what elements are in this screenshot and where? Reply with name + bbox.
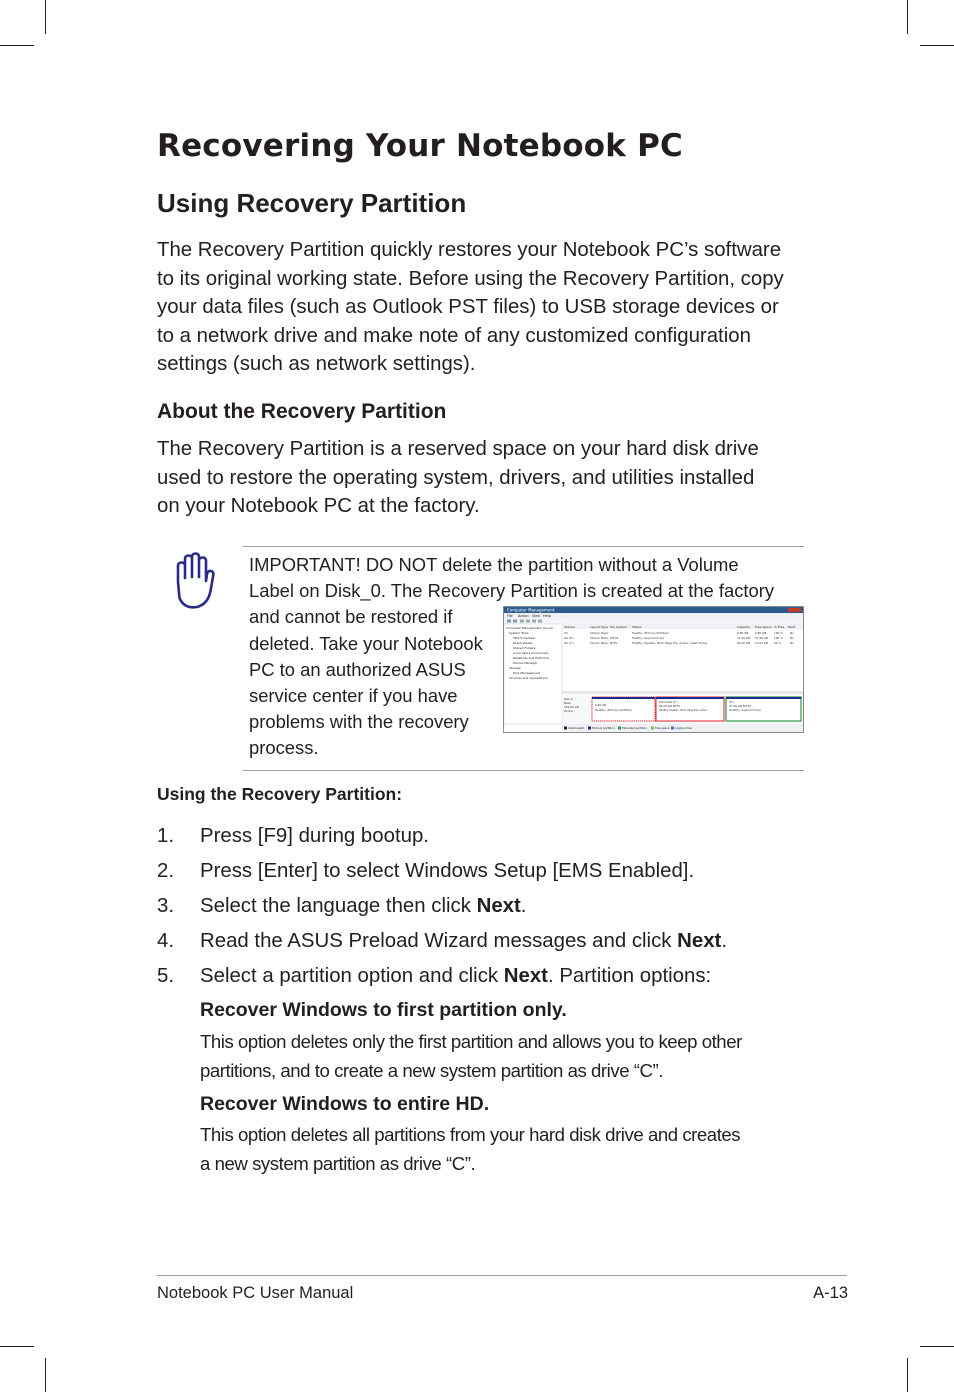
cell: Basic: [601, 641, 609, 645]
text-line: on your Notebook PC at the factory.: [157, 495, 480, 518]
tree-item[interactable]: Local Users and Groups: [513, 651, 549, 655]
text-line: This option deletes only the first partition and allows you to keep other: [200, 1031, 742, 1052]
tree-item[interactable]: Reliability and Performa: [513, 656, 549, 660]
window-title: Computer Management: [507, 607, 555, 613]
option-description: [200, 1027, 742, 1085]
cell: 13.03 GB: [755, 641, 768, 645]
step-text: Select a partition option and click Next. Partition options:: [200, 965, 712, 987]
cell: Simple: [590, 636, 600, 640]
text-line: This option deletes all partitions from your hard disk drive and creates: [200, 1124, 741, 1145]
text-line: a new system partition as drive “C”.: [200, 1153, 476, 1174]
text-line: IMPORTANT! DO NOT delete the partition without a Volume: [249, 554, 739, 575]
menu-file[interactable]: File: [507, 614, 513, 618]
legend-item: Free space: [655, 726, 670, 730]
steps-title: Using the Recovery Partition:: [157, 784, 403, 804]
cell: 90 %: [774, 641, 782, 645]
cell: DA (D:): [564, 636, 575, 640]
partition-text: Healthy (System, Boot, Page File, Active,: [659, 709, 708, 712]
cell: Healthy (System, Boot, Page File, Active, Crash Dump,: [632, 641, 709, 645]
column-header: Layout: [590, 625, 601, 629]
page-title: Recovering Your Notebook PC: [157, 128, 683, 164]
text-line: partitions, and to create a new system partition as drive “C”.: [200, 1060, 663, 1081]
step-number: 4.: [157, 930, 175, 952]
partition-text: 84.00 GB NTFS: [659, 704, 681, 708]
text-line: process.: [249, 737, 319, 759]
text-line: settings (such as network settings).: [157, 353, 476, 376]
cell: Simple: [590, 631, 600, 635]
tree-item[interactable]: Event Viewer: [513, 641, 533, 645]
text-line: to a network drive and make note of any customized configuration: [157, 324, 751, 347]
footer-manual-title: Notebook PC User Manual: [157, 1284, 354, 1302]
page-number: A-13: [813, 1284, 848, 1302]
column-header: Capacity: [737, 625, 751, 629]
cell: No: [790, 636, 794, 640]
text-line: problems with the recovery: [249, 711, 469, 733]
cell: 100 %: [774, 636, 783, 640]
cell: No: [790, 631, 794, 635]
option-title: Recover Windows to first partition only.: [200, 999, 567, 1021]
hand-stop-icon: [170, 552, 216, 610]
column-header: Fault: [788, 625, 796, 629]
tree-item[interactable]: Shared Folders: [513, 646, 536, 650]
legend-item: Logical drive: [675, 726, 693, 730]
partition-text: Healthy (Primary Partition): [595, 708, 633, 712]
crop-mark: [907, 0, 908, 34]
disk-label: Disk 0: [564, 697, 573, 701]
notice-bottom-rule: [243, 770, 804, 771]
menu-view[interactable]: View: [532, 614, 541, 618]
partition-text: 37.00 GB FAT32: [729, 704, 752, 708]
text-line: The Recovery Partition quickly restores your Notebook PC’s software: [157, 239, 782, 261]
about-paragraph: [157, 435, 807, 521]
crop-mark: [45, 0, 46, 34]
tree-item[interactable]: Storage: [509, 666, 521, 670]
cell: 6.80 GB: [737, 631, 749, 635]
step-text: Press [Enter] to select Windows Setup [EMS Enabled].: [200, 860, 695, 882]
step-text: Press [F9] during bootup.: [200, 825, 429, 847]
tree-item[interactable]: Device Manager: [513, 661, 538, 665]
crop-mark: [907, 1358, 908, 1392]
cell: NTFS: [610, 641, 618, 645]
crop-mark: [45, 1358, 46, 1392]
text-line: The Recovery Partition is a reserved space on your hard disk drive: [157, 438, 759, 460]
disk-label: Online: [564, 709, 574, 713]
column-header: Volume: [564, 625, 576, 629]
step-number: 2.: [157, 860, 175, 882]
partition-text: 6.80 GB: [595, 703, 607, 707]
step-text: Read the ASUS Preload Wizard messages and click Next.: [200, 930, 728, 952]
step-number: 3.: [157, 895, 175, 917]
cell: 100 %: [774, 631, 783, 635]
crop-mark: [920, 45, 954, 46]
option-description: [200, 1120, 740, 1178]
column-header: Type: [601, 625, 608, 629]
cell: OS (C:): [564, 641, 574, 645]
cell: 6.80 GB: [755, 631, 767, 635]
intro-paragraph: [157, 236, 807, 379]
step-number: 1.: [157, 825, 175, 847]
cell: 84.00 GB: [737, 641, 750, 645]
legend-item: Extended partition: [622, 726, 648, 730]
text-line: PC to an authorized ASUS: [249, 658, 466, 680]
partition-text: (D:): [729, 700, 735, 704]
tree-item[interactable]: Computer Management (Local): [506, 626, 553, 630]
partition-text: Healthy (Logical Drive): [729, 708, 762, 712]
menu-help[interactable]: Help: [543, 614, 551, 618]
cell: Healthy (Primary Partition): [632, 631, 670, 635]
tree-item[interactable]: Disk Management: [513, 671, 541, 675]
cell: (0): [564, 631, 568, 635]
cell: Basic: [601, 636, 609, 640]
text-line: your data files (such as Outlook PST files) to USB storage devices or: [157, 296, 779, 319]
tree-item[interactable]: Services and Applications: [509, 676, 548, 680]
column-header: File System: [610, 625, 628, 629]
legend-item: Primary partition: [592, 726, 615, 730]
disk-label: 149.05 GB: [564, 705, 579, 709]
text-line: and cannot be restored if: [249, 606, 453, 628]
cell: No: [790, 641, 794, 645]
column-header: Free Space: [755, 625, 772, 629]
text-line: used to restore the operating system, drivers, and utilities installed: [157, 466, 755, 489]
cell: Healthy (Logical Drive): [632, 636, 665, 640]
menu-action[interactable]: Action: [518, 614, 529, 618]
column-header: % Free: [774, 625, 785, 629]
text-line: to its original working state. Before using the Recovery Partition, copy: [157, 267, 784, 290]
cell: FAT32: [610, 636, 619, 640]
option-title: Recover Windows to entire HD.: [200, 1093, 490, 1115]
partition-text: Window8 (C:): [659, 700, 678, 704]
text-line: Label on Disk_0. The Recovery Partition is created at the factory: [249, 580, 775, 602]
disk-management-screenshot: [503, 606, 804, 733]
footer-rule: [157, 1275, 847, 1276]
cell: Basic: [601, 631, 609, 635]
legend-item: Unallocated: [568, 726, 584, 730]
cell: 37.00 GB: [737, 636, 750, 640]
cell: 37.00 GB: [755, 636, 768, 640]
step-number: 5.: [157, 965, 175, 987]
subsection-title: About the Recovery Partition: [157, 400, 447, 423]
section-title: Using Recovery Partition: [157, 188, 467, 218]
cell: Simple: [590, 641, 600, 645]
column-header: Status: [632, 625, 642, 629]
crop-mark: [0, 1346, 34, 1347]
disk-label: Basic: [564, 701, 572, 705]
text-line: service center if you have: [249, 685, 458, 707]
step-text: Select the language then click Next.: [200, 895, 527, 917]
tree-item[interactable]: System Tools: [509, 631, 529, 635]
notice-top-rule: [243, 546, 804, 547]
crop-mark: [0, 45, 34, 46]
crop-mark: [920, 1346, 954, 1347]
tree-item[interactable]: Task Scheduler: [513, 636, 536, 640]
text-line: deleted. Take your Notebook: [249, 632, 483, 654]
